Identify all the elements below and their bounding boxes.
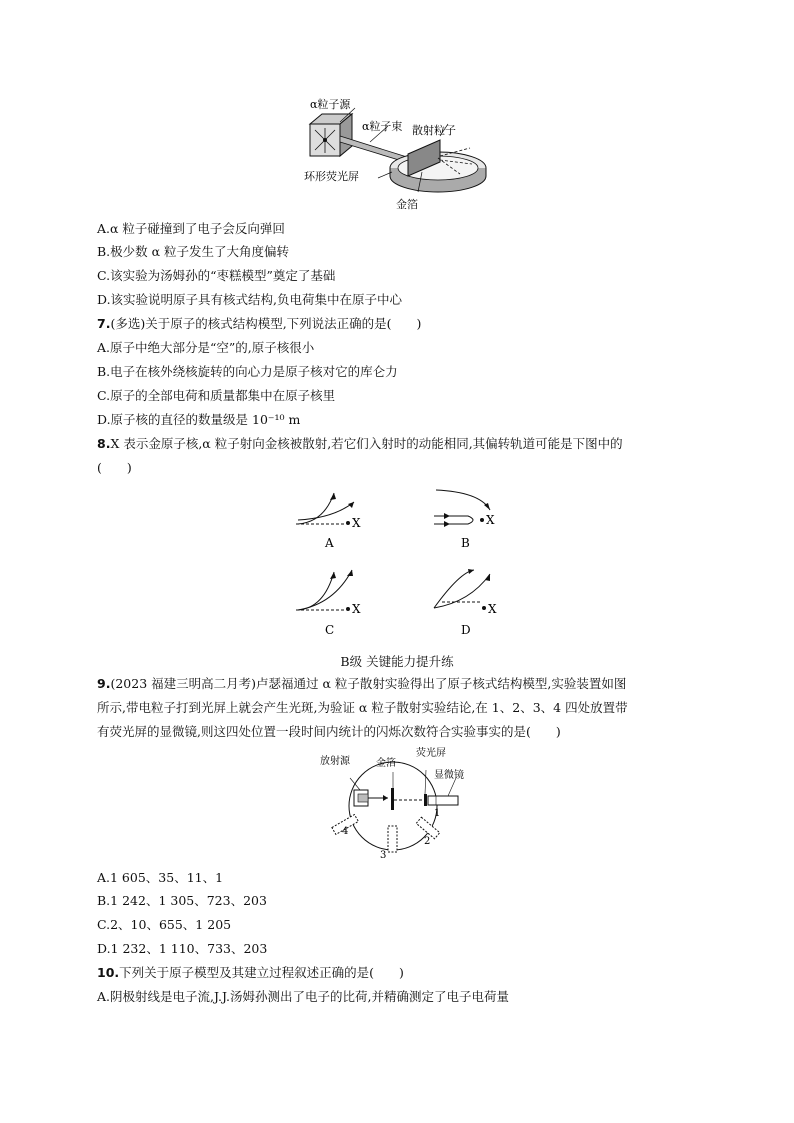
q7-option-d: D.原子核的直径的数量级是 10⁻¹⁰ m [97,412,301,427]
alpha-scattering-apparatus-figure [300,96,500,216]
q7-number: 7. [97,316,111,331]
q8-label-d: D [461,623,471,637]
q8-trajectory-b [430,488,510,548]
q9-position-4: 4 [342,826,349,837]
q8-nucleus-c: X [352,602,361,616]
q10-stem [97,965,404,981]
q9-screen-label: 荧光屏 [416,748,446,759]
q7-option-a: A.原子中绝大部分是“空”的,原子核很小 [97,340,315,355]
q8-nucleus-d: X [488,602,497,616]
q7-option-b: B.电子在核外绕核旋转的向心力是原子核对它的库仑力 [97,364,398,379]
q8-trajectory-d [430,568,510,637]
q9-apparatus-figure [318,748,488,864]
q6-option-c: C.该实验为汤姆孙的“枣糕模型”奠定了基础 [97,268,336,283]
q9-option-d: D.1 232、1 110、733、203 [97,941,268,956]
q10-option-a: A.阴极射线是电子流,J.J.汤姆孙测出了电子的比荷,并精确测定了电子电荷量 [97,989,509,1004]
q7-stem-text: (多选)关于原子的核式结构模型,下列说法正确的是( ) [110,316,422,331]
q9-stem-line2: 所示,带电粒子打到光屏上就会产生光斑,为验证 α 粒子散射实验结论,在 1、2、3、4 四处放置带 [97,700,628,715]
gold-foil-label: 金箔 [396,198,418,211]
q9-option-c: C.2、10、655、1 205 [97,917,232,932]
q8-stem [97,436,623,452]
q8-trajectory-c [294,568,374,637]
ring-screen-label: 环形荧光屏 [304,170,359,183]
q9-foil-label: 金箔 [376,758,396,769]
q7-option-c: C.原子的全部电荷和质量都集中在原子核里 [97,388,336,403]
q8-trajectory-a [294,488,374,548]
q9-stem-line3: 有荧光屏的显微镜,则这四处位置一段时间内统计的闪烁次数符合实验事实的是( ) [97,724,561,739]
q8-stem-text: X 表示金原子核,α 粒子射向金核被散射,若它们入射时的动能相同,其偏转轨道可能是下图中的 [110,436,623,451]
q10-number: 10. [97,965,120,980]
q8-label-a: A [325,536,334,550]
q9-stem-line1 [97,676,626,692]
q9-line1-text: (2023 福建三明高二月考)卢瑟福通过 α 粒子散射实验得出了原子核式结构模型,实验装置如图 [110,676,627,691]
alpha-beam-label: α粒子束 [362,120,403,133]
scattered-particles-label: 散射粒子 [412,124,456,137]
alpha-source-label: α粒子源 [310,98,351,111]
q10-stem-text: 下列关于原子模型及其建立过程叙述正确的是( ) [119,965,404,980]
q9-source-label: 放射源 [320,756,350,767]
q9-microscope-label: 显微镜 [434,770,464,781]
q8-label-c: C [325,623,335,637]
q8-stem-continuation: ( ) [97,460,132,475]
q9-position-1: 1 [434,808,441,819]
q9-option-b: B.1 242、1 305、723、203 [97,893,267,908]
section-heading: B级 关键能力提升练 [340,654,454,669]
q6-option-b: B.极少数 α 粒子发生了大角度偏转 [97,244,290,259]
q6-option-a: A.α 粒子碰撞到了电子会反向弹回 [97,221,285,236]
q9-position-2: 2 [424,836,431,847]
q9-position-3: 3 [380,850,387,861]
q8-nucleus-a: X [352,516,361,530]
q8-number: 8. [97,436,111,451]
q9-option-a: A.1 605、35、11、1 [97,870,224,885]
q8-label-b: B [461,536,470,550]
q8-nucleus-b: X [486,513,495,527]
q9-number: 9. [97,676,111,691]
q6-option-d: D.该实验说明原子具有核式结构,负电荷集中在原子中心 [97,292,403,307]
q7-stem [97,316,421,332]
